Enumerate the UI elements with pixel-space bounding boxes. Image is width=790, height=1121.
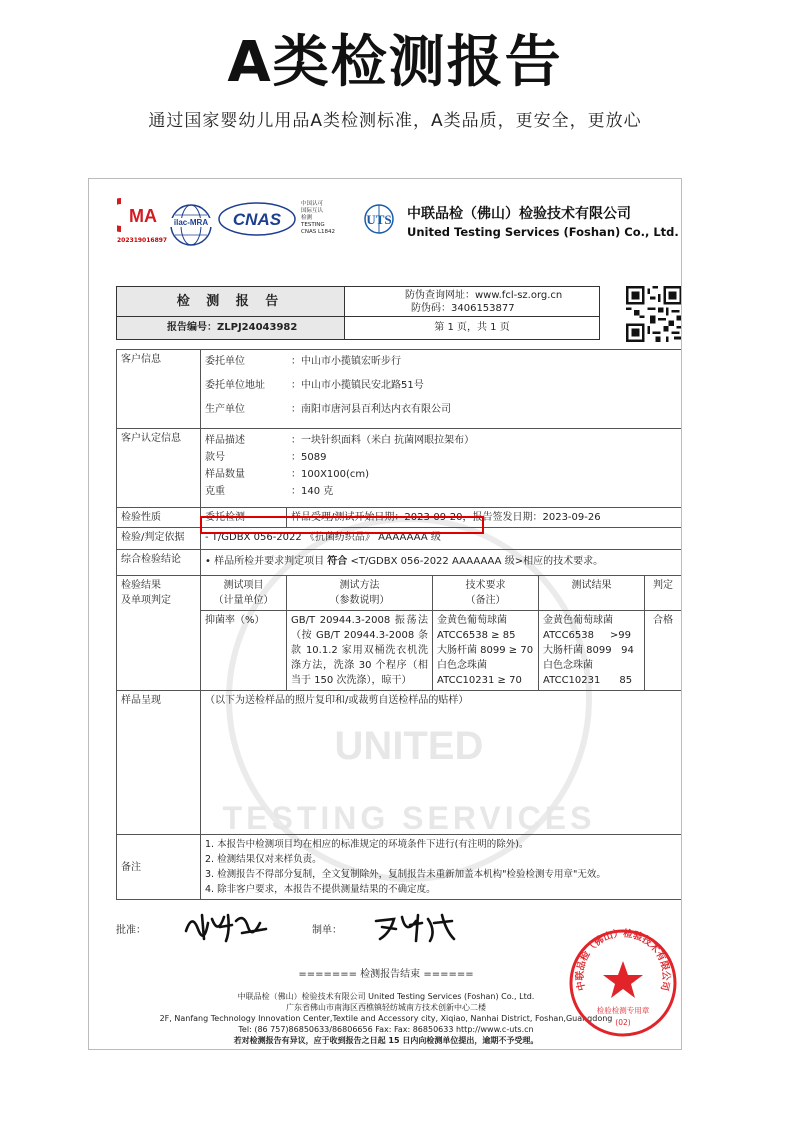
nature-value: 委托检测 bbox=[201, 508, 287, 528]
client-address: ：中山市小揽镇民安北路51号 bbox=[291, 380, 424, 391]
watermark-line1: UNITED bbox=[334, 724, 484, 768]
svg-text:中联品检（佛山）检验技术有限公司: 中联品检（佛山）检验技术有限公司 bbox=[574, 928, 672, 992]
sample-weight: ：140 克 bbox=[291, 486, 334, 497]
report-number: 报告编号：ZLPJ24043982 bbox=[117, 317, 345, 339]
col-header-requirement: 技术要求 （备注） bbox=[433, 576, 539, 611]
uts-logo-icon bbox=[359, 201, 399, 241]
remark-item: 4. 除非客户要求，本报告不提供测量结果的不确定度。 bbox=[205, 884, 436, 895]
svg-text:UTS: UTS bbox=[366, 212, 392, 227]
basis-label: 检验/判定依据 bbox=[117, 528, 201, 550]
cma-logo-icon bbox=[117, 197, 165, 233]
svg-text:MA: MA bbox=[129, 206, 157, 226]
footer-company: 中联品检（佛山）检验技术有限公司 United Testing Services (Foshan) Co., Ltd. bbox=[237, 992, 535, 1001]
col-header-result: 测试结果 bbox=[539, 576, 645, 611]
col-header-method: 测试方法 （参数说明） bbox=[287, 576, 433, 611]
conclusion-text: • 样品所检并要求判定项目 符合 <T/GDBX 056-2022 AAAAAAA 级>相应的技术要求。 bbox=[201, 550, 682, 576]
qr-code-icon bbox=[626, 286, 682, 342]
results-label: 检验结果 及单项判定 bbox=[117, 576, 201, 691]
remarks-label: 备注 bbox=[117, 835, 201, 900]
footer-address-en: 2F, Nanfang Technology Innovation Center,Textile and Accessory city, Xiqiao, Nanhai District, Foshan,Guangdong bbox=[159, 1014, 613, 1023]
sample-info-label: 客户认定信息 bbox=[117, 429, 201, 508]
manufacturer: ：南阳市唐河县百利达内衣有限公司 bbox=[291, 404, 451, 415]
conclusion-label: 综合检验结论 bbox=[117, 550, 201, 576]
report-end-line: ======= 检测报告结束 ====== bbox=[298, 969, 474, 980]
basis-highlight-box bbox=[200, 516, 484, 534]
style-number: ：5089 bbox=[291, 452, 327, 463]
preparer-signature-icon bbox=[372, 911, 462, 945]
client-name: ：中山市小揽镇宏昕步行 bbox=[291, 356, 401, 367]
verify-code: 防伪码：3406153877 bbox=[411, 303, 515, 314]
conclusion-verdict: 符合 bbox=[327, 556, 348, 567]
technical-requirement: 金黄色葡萄球菌 ATCC6538 ≥ 85 大肠杆菌 8099 ≥ 70 白色念珠菌 ATCC10231 ≥ 70 bbox=[433, 611, 539, 691]
page-subtitle: 通过国家婴幼儿用品A类检测标准，A类品质，更安全，更放心 bbox=[148, 111, 642, 131]
report-header bbox=[116, 286, 600, 340]
client-info-label: 客户信息 bbox=[117, 350, 201, 429]
approver-signature-icon bbox=[182, 909, 272, 945]
remark-item: 2. 检测结果仅对来样负责。 bbox=[205, 854, 322, 865]
cnas-logo-icon bbox=[217, 199, 297, 239]
report-heading: 检 测 报 告 bbox=[117, 287, 345, 317]
company-name-cn: 中联品检（佛山）检验技术有限公司 bbox=[407, 206, 631, 222]
item-verdict: 合格 bbox=[645, 611, 682, 691]
cma-number: 202319016897 bbox=[117, 237, 168, 244]
test-report bbox=[88, 178, 682, 1050]
page-info: 第 1 页，共 1 页 bbox=[434, 322, 510, 333]
basis-standard: - T/GDBX 056-2022 《抗菌纺织品》 AAAAAAA 级 bbox=[201, 528, 682, 550]
remark-item: 1. 本报告中检测项目均在相应的标准规定的环境条件下进行(有注明的除外)。 bbox=[205, 839, 529, 850]
company-name-en: United Testing Services (Foshan) Co., Ltd. bbox=[407, 225, 679, 239]
remark-item: 3. 检测报告不得部分复制，全文复制除外，复制报告未重新加盖本机构"检验检测专用章"无效。 bbox=[205, 869, 606, 880]
client-info-row: 客户信息 委托单位 ：中山市小揽镇宏昕步行 委托单位地址 ：中山市小揽镇民安北路51号 生产单位 ：南阳市唐河县百利达内衣有限公司 bbox=[117, 350, 682, 429]
page-title: A类检测报告 bbox=[227, 30, 563, 95]
sample-info-row: 客户认定信息 样品描述 ：一块针织面料（米白 抗菌网眼拉架布） 款号 ：5089 样品数量 ：100X100(cm) 克重 ：140 克 bbox=[117, 429, 682, 508]
footer-contact: Tel: (86 757)86850633/86806656 Fax: Fax: 86850633 http://www.c-uts.cn bbox=[238, 1025, 534, 1034]
prepare-label: 制单： bbox=[312, 925, 342, 936]
svg-text:ilac-MRA: ilac-MRA bbox=[173, 218, 209, 227]
test-result: 金黄色葡萄球菌 ATCC6538 >99 大肠杆菌 8099 94 白色念珠菌 ATCC10231 85 bbox=[539, 611, 645, 691]
remarks-row bbox=[117, 835, 682, 900]
photo-row bbox=[117, 691, 682, 835]
approve-label: 批准： bbox=[116, 925, 146, 936]
footer-objection-notice: 若对检测报告有异议，应于收到报告之日起 15 日内向检测单位提出，逾期不予受理。 bbox=[233, 1036, 539, 1045]
test-dates: 样品受理/测试开始日期：2023-09-20，报告签发日期：2023-09-26 bbox=[287, 508, 682, 528]
col-header-verdict: 判定 bbox=[645, 576, 682, 611]
photo-note: （以下为送检样品的照片复印和/或裁剪自送检样品的贴样） bbox=[201, 691, 682, 835]
sample-quantity: ：100X100(cm) bbox=[291, 469, 370, 480]
svg-text:CNAS: CNAS bbox=[232, 210, 282, 229]
results-data-row bbox=[117, 611, 682, 691]
cnas-accreditation-text: 中国认可 国际互认 检测 TESTING CNAS L1842 bbox=[301, 201, 336, 235]
svg-text:(02): (02) bbox=[615, 1018, 631, 1027]
anti-counterfeit-info bbox=[345, 287, 599, 317]
official-seal-icon bbox=[567, 927, 679, 1039]
results-header-row bbox=[117, 576, 682, 611]
footer-address-cn: 广东省佛山市南海区西樵镇轻纺城南方技术创新中心二楼 bbox=[286, 1003, 486, 1012]
col-header-item: 测试项目 （计量单位） bbox=[201, 576, 287, 611]
test-method: GB/T 20944.3-2008 振荡法（按 GB/T 20944.3-2008 条款 10.1.2 家用双桶洗衣机洗涤方法，洗涤 30 个程序（相当于 150 次洗涤），晾干） bbox=[287, 611, 433, 691]
conclusion-row bbox=[117, 550, 682, 576]
ilac-mra-logo-icon bbox=[169, 203, 213, 247]
sample-description: ：一块针织面料（米白 抗菌网眼拉架布） bbox=[291, 435, 475, 446]
watermark-line2: TESTING SERVICES bbox=[222, 800, 596, 836]
remarks-list bbox=[201, 835, 682, 900]
report-table bbox=[116, 349, 682, 900]
nature-label: 检验性质 bbox=[117, 508, 201, 528]
photo-label: 样品呈现 bbox=[117, 691, 201, 835]
test-item: 抑菌率（%） bbox=[201, 611, 287, 691]
verify-site: 防伪查询网址：www.fcl-sz.org.cn bbox=[405, 290, 563, 301]
svg-text:检验检测专用章: 检验检测专用章 bbox=[596, 1006, 650, 1015]
